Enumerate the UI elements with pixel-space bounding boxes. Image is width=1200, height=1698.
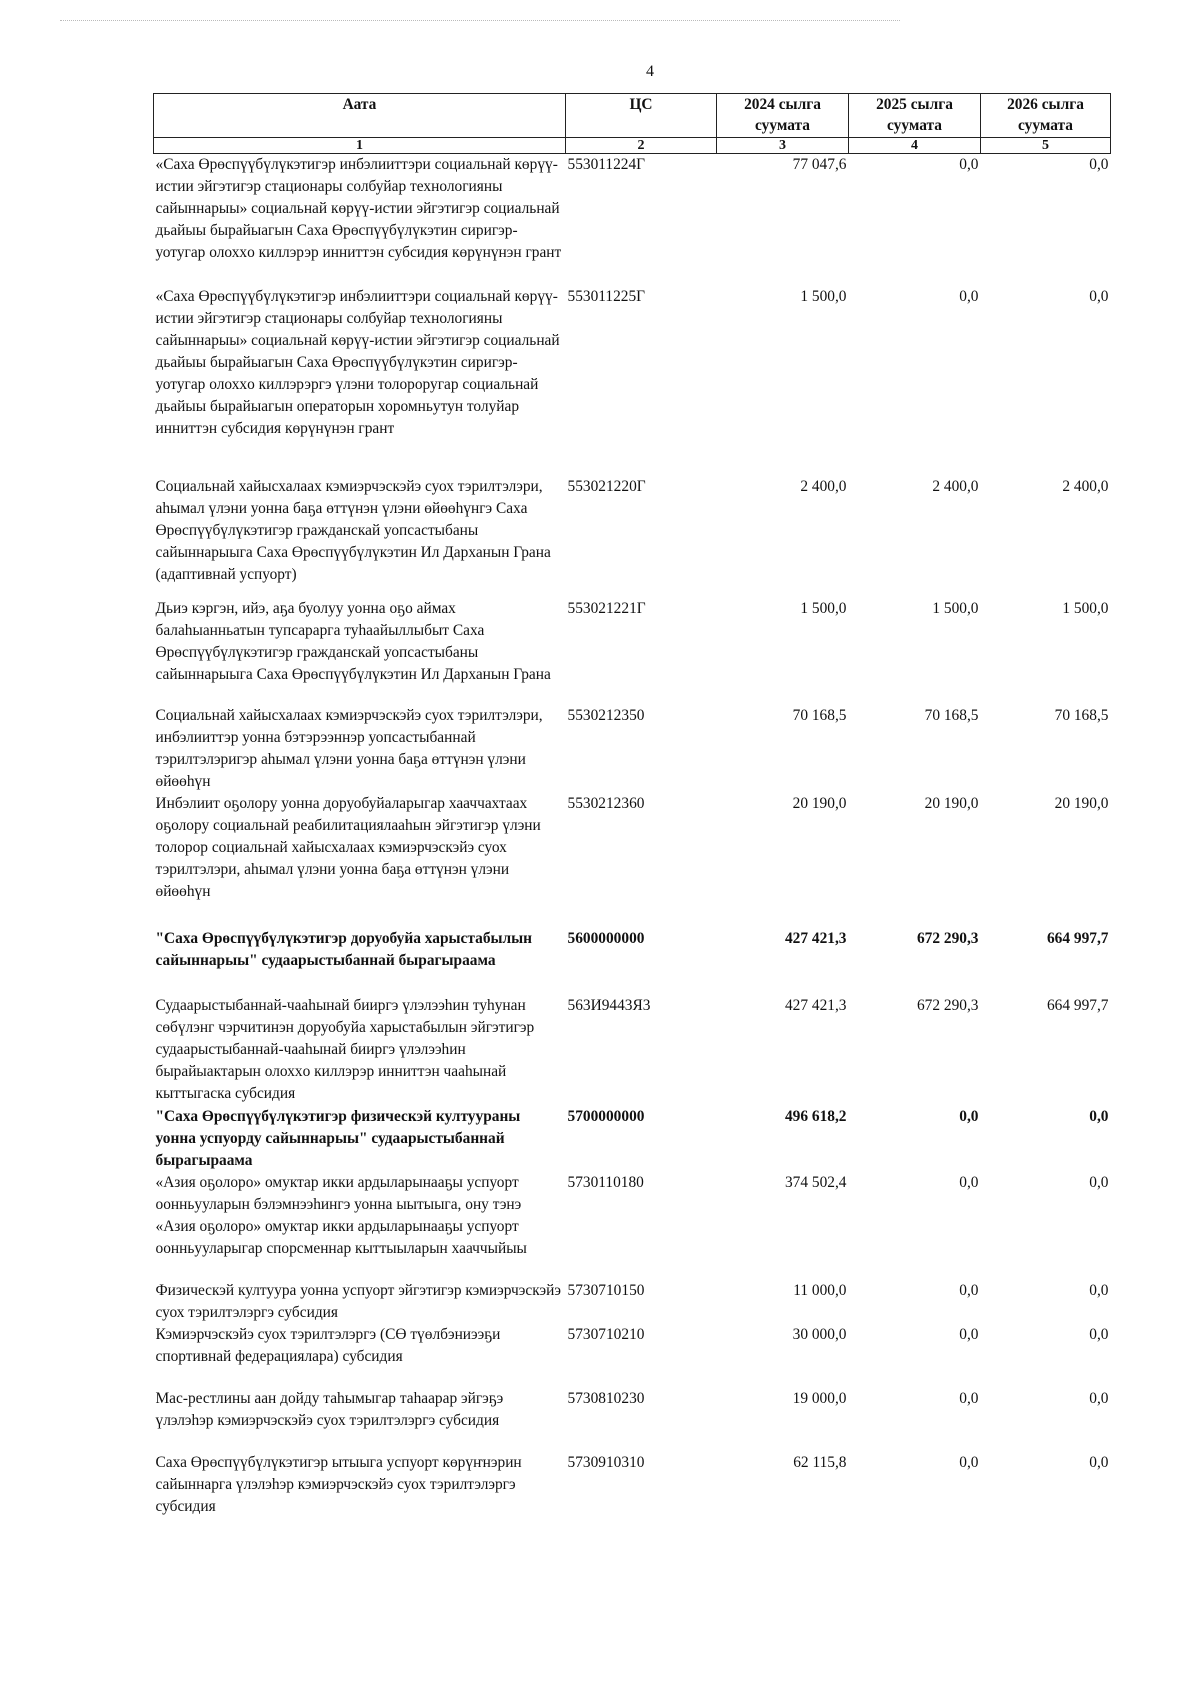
header-2024: 2024 сылга суумата xyxy=(717,94,849,138)
col-num-1: 1 xyxy=(154,138,566,154)
row-code: 5730110180 xyxy=(567,1173,644,1191)
row-value-2025: 0,0 xyxy=(959,1325,979,1343)
row-value-2026: 1 500,0 xyxy=(1062,599,1109,617)
budget-table xyxy=(153,93,1111,1522)
row-code: 553011225Г xyxy=(567,287,646,305)
row-value-2025: 0,0 xyxy=(959,1107,979,1125)
row-name: «Саха Өрөспүүбүлүкэтигэр инбэлииттэри социальнай көрүү-истии эйгэтигэр стационары солбуйар технологияны сайыннарыы» социальнай көрүү-истии эйгэтигэр социальнай дьайыы бырайыагын Саха Өрөспүүбүлүкэтин сиригэр-уотугар олохxo киллэрэргэ үлэни толороругар социальнай дьайыы бырайыагын операторын хоромньутун толуйар инниттэн субсидия көрүнүнэн грант xyxy=(155,287,560,437)
row-name: Судаарыстыбаннай-чааһынай бииргэ үлэлээһин туһунан сөбүлэнг чэрчитинэн доруобуйа харыстабылын эйгэтигэр судаарыстыбаннай-чааһынай бииргэ үлэлээһин бырайыактарын олохxo киллэрэр инниттэн чааһынай кыттыгаска субсидия xyxy=(155,996,535,1102)
col-num-5: 5 xyxy=(981,138,1111,154)
row-code: 5530212350 xyxy=(567,706,645,724)
row-name: Инбэлиит оҕолору уонна доруобуйаларыгар хааччахтаах оҕолору социальнай реабилитациялааһын эйгэтигэр үлэни толорор социальнай хайысхалаах кэмиэрчэскэйэ суох тэрилтэлэри, аһымал үлэни уонна баҕа өттүнэн үлэни өйөөһүн xyxy=(155,794,541,900)
table-row xyxy=(154,598,1111,705)
table-row xyxy=(154,928,1111,995)
row-value-2024: 1 500,0 xyxy=(800,287,847,305)
row-name: Дьиэ кэргэн, ийэ, аҕа буолуу уонна оҕо аймах балаһыанньатын тупсарарга туһаайыллыбыт Саха Өрөспүүбүлүкэтигэр гражданскай уопсастыбаны сайыннарыыга Саха Өрөспүүбүлүкэтин Ил Дарханын Грана xyxy=(155,599,551,683)
table-row xyxy=(154,476,1111,598)
row-code: 5730810230 xyxy=(567,1389,645,1407)
row-name: "Саха Өрөспүүбүлүкэтигэр доруобуйа харыстабылын сайыннарыы" судаарыстыбаннай бырагыраама xyxy=(155,929,533,969)
table-row xyxy=(154,995,1111,1106)
row-value-2026: 0,0 xyxy=(1089,156,1109,173)
row-value-2024: 30 000,0 xyxy=(792,1325,847,1343)
table-row xyxy=(154,1172,1111,1280)
row-name: «Азия оҕолоро» омуктар икки ардыларынааҕы успуорт оонньууларын бэлэмнээһингэ уонна ыытыыга, ону тэнэ «Азия оҕолоро» омуктар икки ардыларынааҕы успуорт оонньууларыгар спорсменнар кыттыыларын хааччыйыы xyxy=(155,1173,527,1257)
row-value-2025: 672 290,3 xyxy=(916,996,979,1014)
row-value-2024: 496 618,2 xyxy=(784,1107,847,1125)
row-value-2025: 0,0 xyxy=(959,1281,979,1299)
row-name: Мас-рестлины аан дойду таһымыгар таһаарар эйгэҕэ үлэлэһэр кэмиэрчэскэйэ суох тэрилтэлэргэ субсидия xyxy=(155,1389,504,1429)
row-code: 563И9443Я3 xyxy=(567,996,651,1014)
row-code: 553021220Г xyxy=(567,477,646,495)
table-row xyxy=(154,1106,1111,1172)
table-row xyxy=(154,286,1111,476)
row-value-2026: 664 997,7 xyxy=(1046,996,1109,1014)
row-value-2024: 19 000,0 xyxy=(792,1389,847,1407)
header-name: Аата xyxy=(154,94,566,138)
col-num-3: 3 xyxy=(717,138,849,154)
table-row xyxy=(154,1280,1111,1324)
row-name: "Саха Өрөспүүбүлүкэтигэр физическэй култуураны уонна успуорду сайыннарыы" судаарыстыбаннай бырагыраама xyxy=(155,1107,521,1169)
row-value-2024: 11 000,0 xyxy=(793,1281,847,1299)
row-code: 5700000000 xyxy=(567,1107,645,1125)
row-value-2026: 70 168,5 xyxy=(1054,706,1109,724)
row-value-2026: 0,0 xyxy=(1089,1281,1109,1299)
row-name: Кэмиэрчэскэйэ суох тэрилтэлэргэ (СӨ түөлбэниээҕи спортивнай федерациялара) субсидия xyxy=(155,1325,501,1365)
row-value-2025: 672 290,3 xyxy=(916,929,979,947)
row-value-2024: 427 421,3 xyxy=(784,996,847,1014)
table-row xyxy=(154,705,1111,793)
row-value-2025: 20 190,0 xyxy=(924,794,979,812)
header-code: ЦС xyxy=(566,94,717,138)
row-value-2026: 0,0 xyxy=(1089,287,1109,305)
row-value-2026: 0,0 xyxy=(1089,1173,1109,1191)
row-code: 5730710210 xyxy=(567,1325,645,1343)
row-value-2026: 2 400,0 xyxy=(1062,477,1109,495)
row-value-2024: 427 421,3 xyxy=(784,929,847,947)
row-value-2025: 0,0 xyxy=(959,1389,979,1407)
header-2026: 2026 сылга суумата xyxy=(981,94,1111,138)
row-name: Социальнай хайысхалаах кэмиэрчэскэйэ суох тэрилтэлэри, инбэлииттэр уонна бэтэрээннэр уопсастыбаннай тэрилтэлэригэр аһымал үлэни уонна баҕа өттүнэн үлэни өйөөһүн xyxy=(155,706,543,790)
row-code: 5730710150 xyxy=(567,1281,645,1299)
row-value-2025: 0,0 xyxy=(959,1453,979,1471)
row-name: Социальнай хайысхалаах кэмиэрчэскэйэ суох тэрилтэлэри, аһымал үлэни уонна баҕа өттүнэн үлэни өйөөһүнгэ Саха Өрөспүүбүлүкэтигэр гражданскай уопсастыбаны сайыннарыыга Саха Өрөспүүбүлүкэтин Ил Дарханын Грана (адаптивнай успуорт) xyxy=(155,477,551,583)
row-value-2025: 0,0 xyxy=(959,1173,979,1191)
row-value-2024: 2 400,0 xyxy=(800,477,847,495)
table-row xyxy=(154,154,1111,286)
row-code: 553011224Г xyxy=(567,156,646,173)
row-value-2026: 0,0 xyxy=(1089,1453,1109,1471)
row-code: 5530212360 xyxy=(567,794,645,812)
row-value-2024: 70 168,5 xyxy=(792,706,847,724)
row-value-2025: 70 168,5 xyxy=(924,706,979,724)
table-row xyxy=(154,1388,1111,1452)
table-row xyxy=(154,1324,1111,1388)
row-code: 5600000000 xyxy=(567,929,645,947)
row-value-2025: 0,0 xyxy=(959,287,979,305)
row-value-2026: 0,0 xyxy=(1089,1325,1109,1343)
row-name: Саха Өрөспүүбүлүкэтигэр ытыыга успуорт көрүҥнэрин сайыннарга үлэлэһэр кэмиэрчэскэйэ суох тэрилтэлэргэ субсидия xyxy=(155,1453,522,1515)
row-name: «Саха Өрөспүүбүлүкэтигэр инбэлииттэри социальнай көрүү-истии эйгэтигэр стационары солбуйар технологияны сайыннарыы» социальнай көрүү-истии эйгэтигэр социальнай дьайыы бырайыагын Саха Өрөспүүбүлүкэтин сиригэр-уотугар олохxo киллэрэр инниттэн субсидия көрүнүнэн грант xyxy=(155,156,562,261)
row-value-2026: 20 190,0 xyxy=(1054,794,1109,812)
col-num-4: 4 xyxy=(849,138,981,154)
row-value-2026: 0,0 xyxy=(1089,1389,1109,1407)
table-row xyxy=(154,1452,1111,1522)
row-code: 5730910310 xyxy=(567,1453,645,1471)
row-value-2024: 62 115,8 xyxy=(793,1453,847,1471)
row-value-2024: 20 190,0 xyxy=(792,794,847,812)
row-name: Физическэй култуура уонна успуорт эйгэтигэр кэмиэрчэскэйэ суох тэрилтэлэргэ субсидия xyxy=(155,1281,561,1321)
row-value-2026: 664 997,7 xyxy=(1046,929,1109,947)
table-row xyxy=(154,793,1111,928)
scan-artifact-line xyxy=(60,20,900,23)
row-value-2024: 77 047,6 xyxy=(792,156,847,173)
page-number: 4 xyxy=(646,63,654,80)
row-value-2024: 1 500,0 xyxy=(800,599,847,617)
row-code: 553021221Г xyxy=(567,599,646,617)
row-value-2024: 374 502,4 xyxy=(784,1173,847,1191)
row-value-2025: 2 400,0 xyxy=(932,477,979,495)
col-num-2: 2 xyxy=(566,138,717,154)
header-2025: 2025 сылга суумата xyxy=(849,94,981,138)
table-body xyxy=(154,154,1111,1522)
row-value-2025: 1 500,0 xyxy=(932,599,979,617)
row-value-2025: 0,0 xyxy=(959,156,979,173)
row-value-2026: 0,0 xyxy=(1089,1107,1109,1125)
